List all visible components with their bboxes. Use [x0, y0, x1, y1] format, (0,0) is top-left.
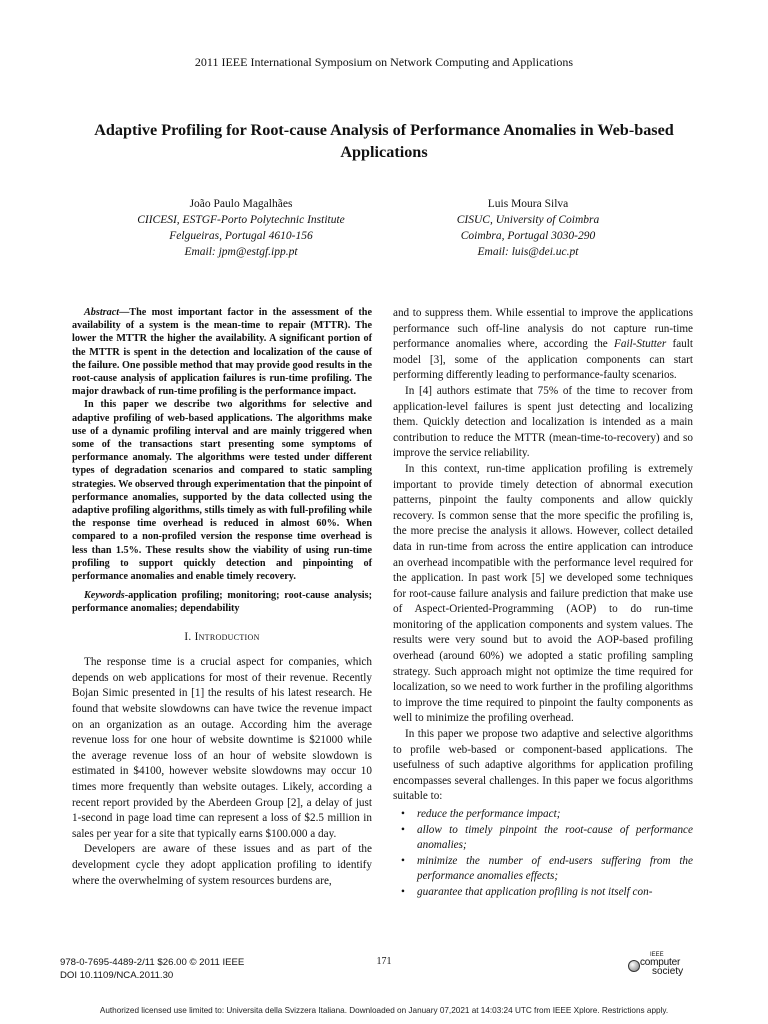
title-line-2: Applications: [340, 143, 428, 161]
page-number: 171: [376, 956, 392, 967]
doi: DOI 10.1109/NCA.2011.30: [60, 970, 174, 981]
license-notice: Authorized licensed use limited to: Universita della Svizzera Italiana. Downloaded on January 07,2021 at 14:03:24 UTC from IEEE Xplore. Restrictions apply.: [99, 1006, 669, 1015]
author-address: Coimbra, Portugal 3030-290: [460, 230, 596, 242]
body-paragraph: In this context, run-time application profiling is extremely important to provide timely detection of abnormal execution patterns, pinpoint the faulty components and allow quickly recovery. Is common sense that the more specific the profiling is, the more precise the analysis it allows. However, collect detailed data in run-time from across the entire application can introduce an overhead incompatible with the performance level required for the application. In past work [5] we developed some techniques for root-cause failure analysis and failure prediction that make use of Aspect-Oriented-Programming (AOP) to do run-time monitoring of the application components and system values. The results were very sound but to avoid the AOP-based profiling overhead (around 60%) we adopted a static profiling sampling strategy. Such approach might not optimize the time required for localization, so we need to work further in the profiling algorithms to improve the time required to pinpoint the faulty components as well to minimize the profiling overhead.: [393, 462, 693, 725]
body-paragraph: In [4] authors estimate that 75% of the time to recover from application-level failures is spent just detecting and localizing them. Quickly detection and localization is intended as a main contribution to reduce the MTTR (mean-time-to-recovery) and so improve the service reliability.: [393, 384, 693, 460]
conference-header: 2011 IEEE International Symposium on Network Computing and Applications: [194, 55, 574, 69]
abstract-label: Abstract: [84, 307, 120, 318]
left-column: [72, 306, 372, 889]
globe-icon: [628, 960, 640, 972]
body-paragraph: Developers are aware of these issues and as part of the development cycle they adopt application profiling to identify where the overwhelming of system resources burdens are,: [72, 843, 372, 887]
keywords: [72, 589, 372, 615]
author-affiliation: CISUC, University of Coimbra: [456, 214, 600, 226]
author-email[interactable]: Email: jpm@estgf.ipp.pt: [184, 246, 298, 258]
abstract: [72, 306, 372, 583]
author-email[interactable]: Email: luis@dei.uc.pt: [477, 246, 579, 258]
author-block-1: [101, 196, 381, 260]
title-line-1: Adaptive Profiling for Root-cause Analysis of Performance Anomalies in Web-based: [94, 121, 674, 139]
body-paragraph: The response time is a crucial aspect for companies, which depends on web applications for most of their revenue. Recently Bojan Simic presented in [1] the results of his latest research. He found that website slowdowns can have twice the revenue impact on an organization as an outage. According him the average revenue loss for one hour of website downtime is $21000 while the average revenue loss of an hour of website slowdown is estimated in $4100, however website slowdowns may occur 10 times more frequently than website outages. Likely, according a recent report provided by the Aberdeen Group [2], a delay of just 1-second in page load time can represent a loss of $2.5 million in sales per year for a site that typically earns $100.000 a day.: [72, 656, 372, 840]
computer-society-logo: IEEE computer society: [626, 952, 696, 980]
goals-list: [393, 807, 693, 901]
paper-title: [60, 119, 708, 163]
right-column: [393, 306, 693, 901]
author-name: Luis Moura Silva: [487, 198, 569, 210]
list-item: • allow to timely pinpoint the root-cause of performance anomalies;: [401, 823, 693, 852]
intro-text-left: [72, 655, 372, 889]
author-name: João Paulo Magalhães: [189, 198, 293, 210]
abstract-paragraph-1: Abstract—The most important factor in the assessment of the availability of a system is the mean-time to repair (MTTR). The lower the MTTR the higher the availability. A significant portion of the MTTR is spent in the detection and localization of the cause of the failure. One possible method that may provide good results in the root-cause analysis of application failures is run-time profiling. The major drawback of run-time profiling is the performance impact.: [72, 307, 372, 398]
list-item: • guarantee that application profiling is not itself con-: [401, 885, 653, 898]
body-paragraph: In this paper we propose two adaptive and selective algorithms to profile web-based or component-based applications. The usefulness of such adaptive algorithms for application profiling encompasses several challenges. In this paper we focus algorithms suitable to:: [393, 728, 693, 803]
keywords-label: Keywords: [84, 590, 125, 602]
abstract-paragraph-2: In this paper we describe two algorithms for selective and adaptive profiling of web-based applications. The algorithms make use of a dynamic profiling interval and are mainly triggered when some of the transactions start presenting some symptoms of performance anomaly. The algorithms were tested under different types of degradation scenarios and compared to static sampling strategies. We observed through experimentation that the pinpoint of performance anomalies, supported by the data collected using the adaptive profiling algorithms, stills timely as with full-profiling while the response time overhead is reduced in almost 60%. When compared to a non-profiled version the response time overhead is less than 1.5%. These results show the viability of using run-time profiling to support quickly detection and pinpointing of performance anomalies and enable timely recovery.: [72, 399, 372, 583]
keywords-text: -application profiling; monitoring; root-cause analysis; performance anomalies; dependability: [72, 590, 372, 615]
author-block-2: [388, 196, 668, 260]
list-item: • reduce the performance impact;: [401, 808, 561, 820]
author-address: Felgueiras, Portugal 4610-156: [169, 230, 313, 242]
author-affiliation: CIICESI, ESTGF-Porto Polytechnic Institute: [137, 214, 345, 226]
list-item: • minimize the number of end-users suffering from the performance anomalies effects;: [401, 854, 693, 883]
section-heading: I. Introduction: [184, 630, 260, 643]
body-paragraph: and to suppress them. While essential to improve the applications performance such off-line analysis do not capture run-time performance anomalies where, according the Fail-Stutter fault model [3], some of the application components can start performing differently leading to performance-faulty scenarios.: [393, 307, 693, 382]
isbn: 978-0-7695-4489-2/11 $26.00 © 2011 IEEE: [60, 957, 245, 968]
